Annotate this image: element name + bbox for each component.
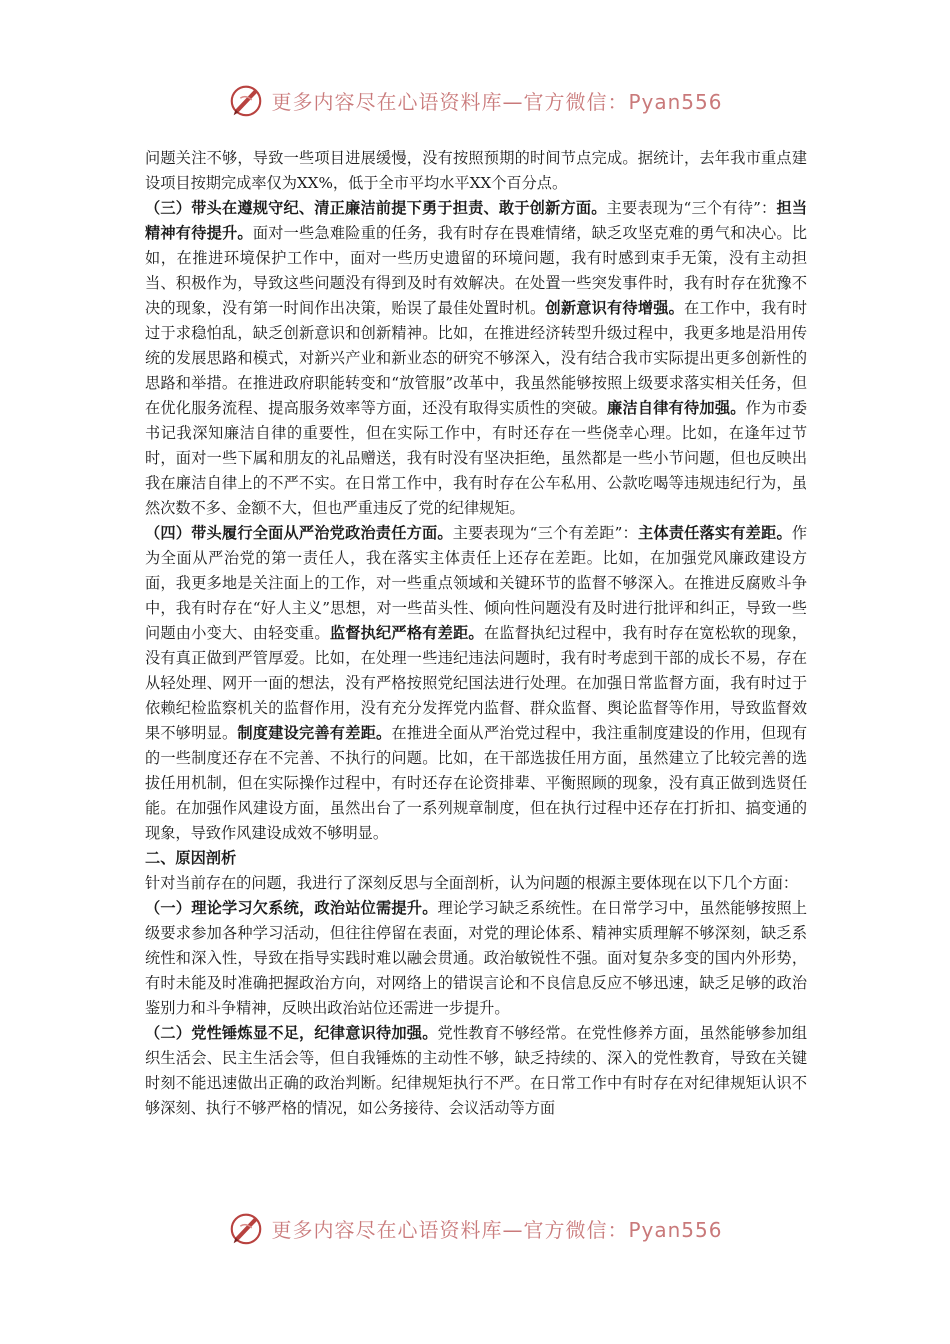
text-run: 主要表现为“三个有待”： bbox=[606, 199, 777, 217]
text-run: 作为全面从严治党的第一责任人，我在落实主体责任上还存在差距。比如，在加强党风廉政建设方面，我更多地是关注面上的工作，对一些重点领域和关键环节的监督不够深入。在推进反腐败斗争中，我有时存在“好人主义”思想，对一些苗头性、倾向性问题没有及时进行批评和纠正，导致一些问题由小变大、由轻变重。 bbox=[145, 524, 808, 642]
pen-logo-icon bbox=[227, 81, 265, 119]
chapter-heading: 二、原因剖析 bbox=[145, 849, 237, 867]
text-run: 党性教育不够经常。在党性修养方面，虽然能够参加组织生活会、民主生活会等，但自我锤炼的主动性不够，缺乏持续的、深入的党性教育，导致在关键时刻不能迅速做出正确的政治判断。纪律规矩执行不严。在日常工作中有时存在对纪律规矩认识不够深刻、执行不够严格的情况，如公务接待、会议活动等方面 bbox=[145, 1024, 808, 1117]
paragraph bbox=[145, 196, 807, 521]
section-heading: （三）带头在遵规守纪、清正廉洁前提下勇于担责、敢于创新方面。 bbox=[145, 199, 607, 217]
paragraph bbox=[145, 846, 807, 871]
subheading: 廉洁自律有待加强。 bbox=[607, 399, 746, 417]
text-run: 问题关注不够，导致一些项目进展缓慢，没有按照预期的时间节点完成。据统计，去年我市重点建设项目按期完成率仅为XX%，低于全市平均水平XX个百分点。 bbox=[145, 149, 807, 192]
text-run: 作为市委书记我深知廉洁自律的重要性，但在实际工作中，有时还存在一些侥幸心理。比如，在逢年过节时，面对一些下属和朋友的礼品赠送，我有时没有坚决拒绝，虽然都是一些小节问题，但也反映出我在廉洁自律上的不严不实。在日常工作中，我有时存在公车私用、公款吃喝等违规违纪行为，虽然次数不多、金额不大，但也严重违反了党的纪律规矩。 bbox=[145, 399, 808, 517]
header-banner bbox=[0, 80, 950, 120]
text-run: 针对当前存在的问题，我进行了深刻反思与全面剖析，认为问题的根源主要体现在以下几个方面： bbox=[145, 874, 799, 892]
paragraph bbox=[145, 871, 807, 896]
text-run: 在推进全面从严治党过程中，我注重制度建设的作用，但现有的一些制度还存在不完善、不执行的问题。比如，在干部选拔任用方面，虽然建立了比较完善的选拔任用机制，但在实际操作过程中，有时还存在论资排辈、平衡照顾的现象，没有真正做到选贤任能。在加强作风建设方面，虽然出台了一系列规章制度，但在执行过程中还存在打折扣、搞变通的现象，导致作风建设成效不够明显。 bbox=[145, 724, 808, 842]
text-run: 理论学习缺乏系统性。在日常学习中，虽然能够按照上级要求参加各种学习活动，但往往停留在表面，对党的理论体系、精神实质理解不够深刻，缺乏系统性和深入性，导致在指导实践时难以融会贯通。政治敏锐性不强。面对复杂多变的国内外形势，有时未能及时准确把握政治方向，对网络上的错误言论和不良信息反应不够迅速，缺乏足够的政治鉴别力和斗争精神，反映出政治站位还需进一步提升。 bbox=[145, 899, 808, 1017]
subheading: 主体责任落实有差距。 bbox=[637, 524, 792, 542]
text-run: 在工作中，我有时过于求稳怕乱，缺乏创新意识和创新精神。比如，在推进经济转型升级过程中，我更多地是沿用传统的发展思路和模式，对新兴产业和新业态的研究不够深入，没有结合我市实际提出更多创新性的思路和举措。在推进政府职能转变和“放管服”改革中，我虽然能够按照上级要求落实相关任务，但在优化服务流程、提高服务效率等方面，还没有取得实质性的突破。 bbox=[145, 299, 808, 417]
subheading: 创新意识有待增强。 bbox=[545, 299, 685, 317]
subheading: 监督执纪严格有差距。 bbox=[329, 624, 484, 642]
paragraph bbox=[145, 896, 807, 1021]
document-body bbox=[145, 146, 807, 1121]
footer-banner bbox=[0, 1208, 950, 1248]
paragraph bbox=[145, 521, 807, 846]
text-run: 在监督执纪过程中，我有时存在宽松软的现象，没有真正做到严管厚爱。比如，在处理一些违纪违法问题时，我有时考虑到干部的成长不易，存在从轻处理、网开一面的想法，没有严格按照党纪国法进行处理。在加强日常监督方面，我有时过于依赖纪检监察机关的监督作用，没有充分发挥党内监督、群众监督、舆论监督等作用，导致监督效果不够明显。 bbox=[145, 624, 808, 742]
paragraph bbox=[145, 146, 807, 196]
section-heading: （一）理论学习欠系统，政治站位需提升。 bbox=[145, 899, 438, 917]
section-heading: （二）党性锤炼显不足，纪律意识待加强。 bbox=[145, 1024, 438, 1042]
pen-logo-icon bbox=[227, 1209, 265, 1247]
text-run: 主要表现为“三个有差距”： bbox=[452, 524, 638, 542]
subheading: 担当精神有待提升。 bbox=[145, 199, 808, 242]
text-run: 面对一些急难险重的任务，我有时存在畏难情绪，缺乏攻坚克难的勇气和决心。比如，在推进环境保护工作中，面对一些历史遗留的环境问题，我有时感到束手无策，没有主动担当、积极作为，导致这些问题没有得到及时有效解决。在处置一些突发事件时，我有时存在犹豫不决的现象，没有第一时间作出决策，贻误了最佳处置时机。 bbox=[145, 224, 808, 317]
paragraph bbox=[145, 1021, 807, 1121]
banner-text: 更多内容尽在心语资料库—官方微信：Pyan556 bbox=[271, 1217, 723, 1242]
subheading: 制度建设完善有差距。 bbox=[237, 724, 392, 742]
banner-text: 更多内容尽在心语资料库—官方微信：Pyan556 bbox=[271, 89, 723, 114]
section-heading: （四）带头履行全面从严治党政治责任方面。 bbox=[145, 524, 453, 542]
